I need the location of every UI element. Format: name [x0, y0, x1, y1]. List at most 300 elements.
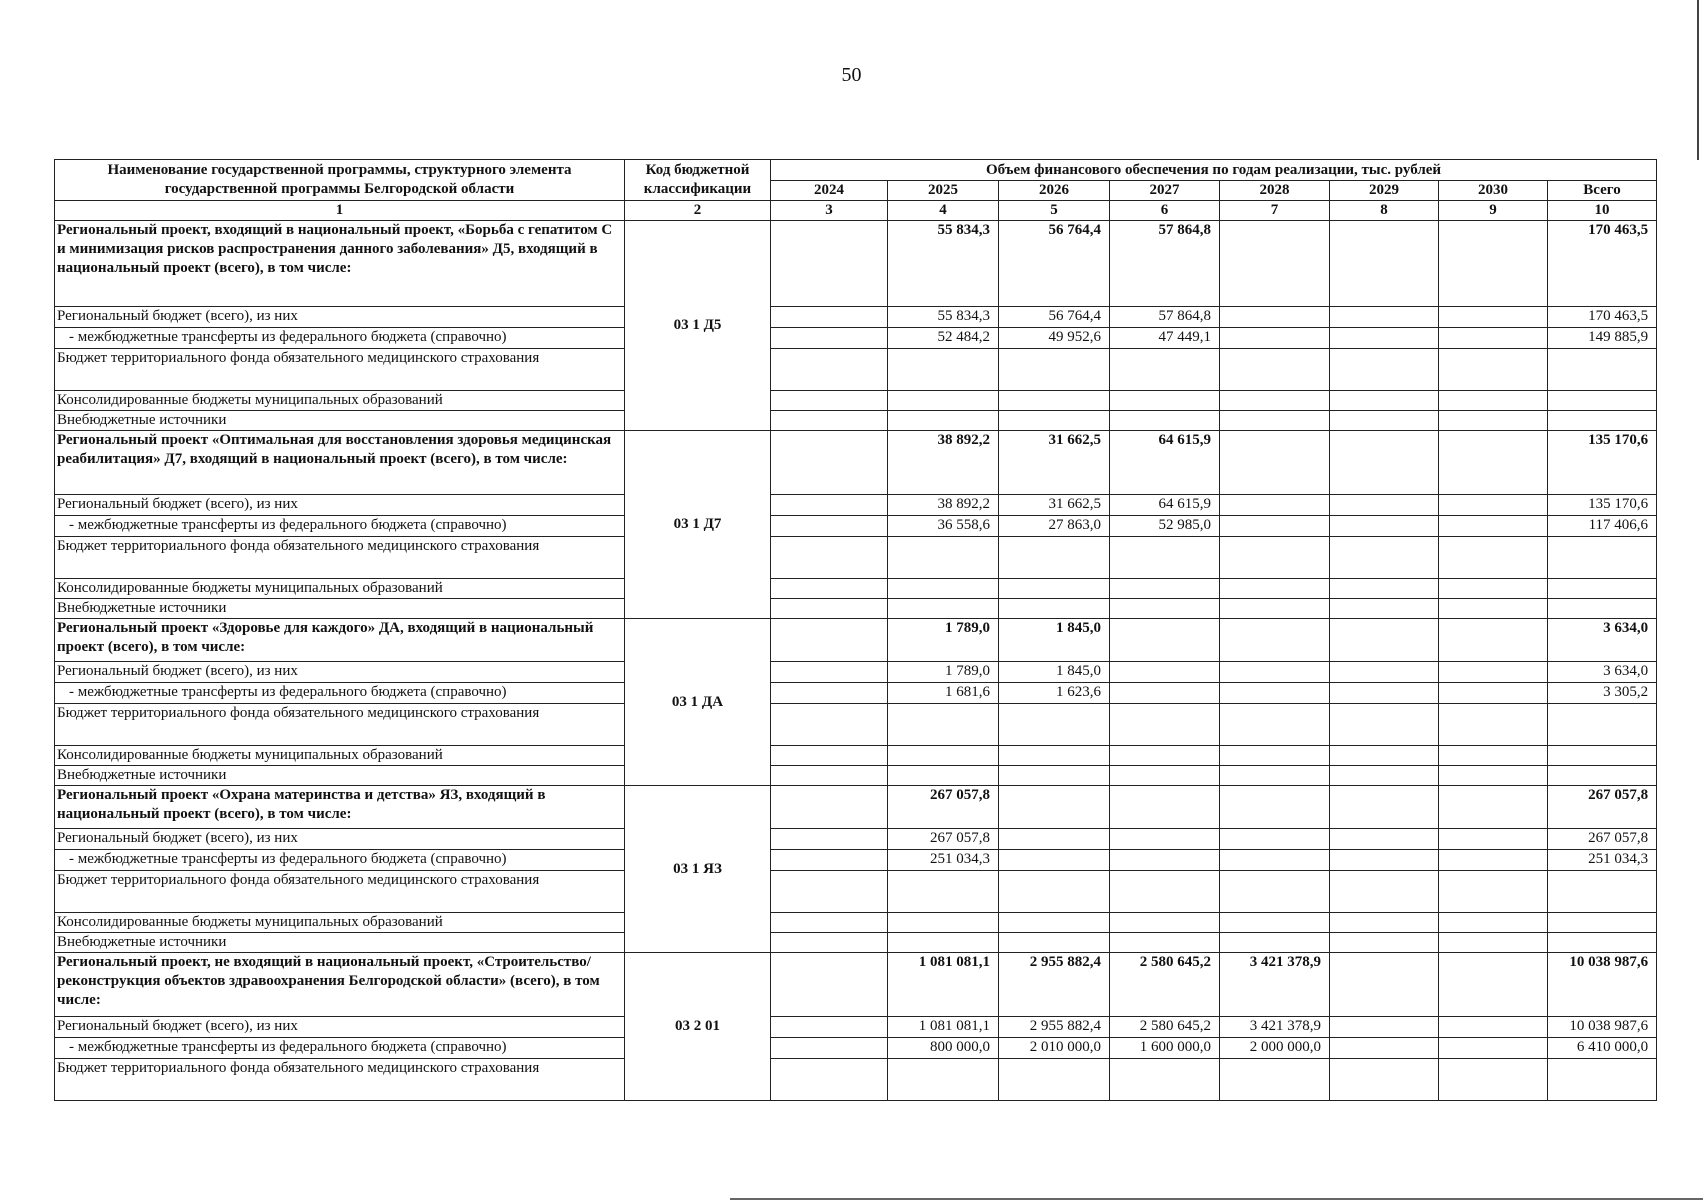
- year-value: 1 623,6: [999, 683, 1110, 704]
- year-value: [1439, 746, 1548, 766]
- year-value: [771, 704, 888, 746]
- year-value: [1330, 662, 1439, 683]
- row-label: Бюджет территориального фонда обязательного медицинского страхования: [55, 537, 625, 579]
- year-value: 2 580 645,2: [1110, 1017, 1220, 1038]
- total-value: 3 634,0: [1548, 662, 1657, 683]
- year-value: [1330, 704, 1439, 746]
- row-label: Бюджет территориального фонда обязательного медицинского страхования: [55, 349, 625, 391]
- year-value: [1110, 349, 1220, 391]
- total-value: 117 406,6: [1548, 516, 1657, 537]
- year-value: [1220, 786, 1330, 829]
- budget-code: 03 1 Д7: [625, 431, 771, 619]
- year-value: [1220, 850, 1330, 871]
- year-value: [1110, 411, 1220, 431]
- year-value: 1 681,6: [888, 683, 999, 704]
- year-value: [1439, 704, 1548, 746]
- year-value: [1439, 599, 1548, 619]
- table-row: [55, 1038, 1657, 1059]
- year-value: 31 662,5: [999, 431, 1110, 495]
- table-row: [55, 850, 1657, 871]
- header-year: 2027: [1110, 181, 1220, 201]
- total-value: [1548, 704, 1657, 746]
- table-row: [55, 829, 1657, 850]
- year-value: [1439, 579, 1548, 599]
- year-value: [1330, 537, 1439, 579]
- year-value: 55 834,3: [888, 307, 999, 328]
- project-row: [55, 953, 1657, 1017]
- table-row: [55, 516, 1657, 537]
- total-value: [1548, 766, 1657, 786]
- year-value: 47 449,1: [1110, 328, 1220, 349]
- total-value: [1548, 579, 1657, 599]
- year-value: 2 000 000,0: [1220, 1038, 1330, 1059]
- year-value: [888, 1059, 999, 1101]
- table-row: [55, 913, 1657, 933]
- year-value: [999, 786, 1110, 829]
- total-value: 135 170,6: [1548, 431, 1657, 495]
- header-year: 2026: [999, 181, 1110, 201]
- year-value: [1439, 349, 1548, 391]
- year-value: [1439, 662, 1548, 683]
- year-value: [771, 599, 888, 619]
- year-value: [771, 391, 888, 411]
- year-value: [771, 1038, 888, 1059]
- column-number: 9: [1439, 201, 1548, 221]
- year-value: [771, 619, 888, 662]
- year-value: [1110, 391, 1220, 411]
- table-row: [55, 391, 1657, 411]
- year-value: [1330, 516, 1439, 537]
- year-value: [1330, 766, 1439, 786]
- year-value: [1439, 431, 1548, 495]
- row-label: - межбюджетные трансферты из федерального бюджета (справочно): [55, 516, 625, 537]
- year-value: 2 580 645,2: [1110, 953, 1220, 1017]
- year-value: [771, 662, 888, 683]
- column-number: 1: [55, 201, 625, 221]
- year-value: [1330, 786, 1439, 829]
- year-value: [1330, 349, 1439, 391]
- year-value: [771, 1017, 888, 1038]
- year-value: [888, 871, 999, 913]
- header-year: 2030: [1439, 181, 1548, 201]
- year-value: [999, 537, 1110, 579]
- total-value: 3 634,0: [1548, 619, 1657, 662]
- row-label: Консолидированные бюджеты муниципальных образований: [55, 391, 625, 411]
- year-value: [1110, 850, 1220, 871]
- year-value: [888, 537, 999, 579]
- year-value: [1330, 1038, 1439, 1059]
- project-name: Региональный проект, не входящий в национальный проект, «Строительство/реконструкция объектов здравоохранения Белгородской области» (всего), в том числе:: [55, 953, 625, 1017]
- year-value: [1110, 662, 1220, 683]
- year-value: [1439, 537, 1548, 579]
- year-value: [1330, 599, 1439, 619]
- year-value: [1439, 307, 1548, 328]
- year-value: [1439, 683, 1548, 704]
- year-value: [771, 328, 888, 349]
- year-value: [771, 933, 888, 953]
- year-value: 1 081 081,1: [888, 953, 999, 1017]
- year-value: 55 834,3: [888, 221, 999, 307]
- year-value: [1110, 933, 1220, 953]
- project-row: [55, 431, 1657, 495]
- year-value: [999, 579, 1110, 599]
- total-value: [1548, 913, 1657, 933]
- header-year: 2024: [771, 181, 888, 201]
- year-value: [1439, 619, 1548, 662]
- column-number: 4: [888, 201, 999, 221]
- table-row: [55, 683, 1657, 704]
- year-value: [999, 766, 1110, 786]
- header-year: 2028: [1220, 181, 1330, 201]
- row-label: - межбюджетные трансферты из федерального бюджета (справочно): [55, 1038, 625, 1059]
- year-value: [1220, 933, 1330, 953]
- year-value: [999, 829, 1110, 850]
- year-value: 38 892,2: [888, 495, 999, 516]
- year-value: [771, 349, 888, 391]
- row-label: Бюджет территориального фонда обязательного медицинского страхования: [55, 1059, 625, 1101]
- year-value: [999, 704, 1110, 746]
- total-value: 251 034,3: [1548, 850, 1657, 871]
- table-row: [55, 746, 1657, 766]
- total-value: 135 170,6: [1548, 495, 1657, 516]
- year-value: [999, 913, 1110, 933]
- year-value: [771, 1059, 888, 1101]
- year-value: [1439, 766, 1548, 786]
- year-value: [1330, 1059, 1439, 1101]
- year-value: [771, 516, 888, 537]
- year-value: 56 764,4: [999, 221, 1110, 307]
- total-value: [1548, 349, 1657, 391]
- project-name: Региональный проект «Охрана материнства и детства» ЯЗ, входящий в национальный проект (всего), в том числе:: [55, 786, 625, 829]
- year-value: [999, 349, 1110, 391]
- year-value: [888, 913, 999, 933]
- year-value: [1110, 704, 1220, 746]
- column-number: 8: [1330, 201, 1439, 221]
- row-label: Консолидированные бюджеты муниципальных образований: [55, 579, 625, 599]
- year-value: [1220, 411, 1330, 431]
- row-label: Консолидированные бюджеты муниципальных образований: [55, 913, 625, 933]
- year-value: [1330, 850, 1439, 871]
- year-value: [1330, 411, 1439, 431]
- year-value: 64 615,9: [1110, 495, 1220, 516]
- year-value: [1220, 746, 1330, 766]
- table-row: [55, 766, 1657, 786]
- year-value: [1110, 1059, 1220, 1101]
- year-value: 267 057,8: [888, 829, 999, 850]
- year-value: [1439, 1059, 1548, 1101]
- budget-table: [54, 159, 1657, 1101]
- total-value: 170 463,5: [1548, 221, 1657, 307]
- year-value: [771, 431, 888, 495]
- year-value: [1439, 328, 1548, 349]
- table-row: [55, 307, 1657, 328]
- year-value: [1330, 221, 1439, 307]
- row-label: - межбюджетные трансферты из федерального бюджета (справочно): [55, 683, 625, 704]
- total-value: 170 463,5: [1548, 307, 1657, 328]
- year-value: [888, 746, 999, 766]
- project-name: Региональный проект «Оптимальная для восстановления здоровья медицинская реабилитация» Д7, входящий в национальный проект (всего), в том числе:: [55, 431, 625, 495]
- row-label: Бюджет территориального фонда обязательного медицинского страхования: [55, 871, 625, 913]
- total-value: 3 305,2: [1548, 683, 1657, 704]
- year-value: [1439, 391, 1548, 411]
- table-row: [55, 537, 1657, 579]
- year-value: [1330, 933, 1439, 953]
- header-code-col: Код бюджетной классификации: [625, 160, 771, 201]
- row-label: - межбюджетные трансферты из федерального бюджета (справочно): [55, 328, 625, 349]
- row-label: Внебюджетные источники: [55, 933, 625, 953]
- year-value: 38 892,2: [888, 431, 999, 495]
- budget-code: 03 1 ЯЗ: [625, 786, 771, 953]
- year-value: [1220, 599, 1330, 619]
- year-value: [1439, 913, 1548, 933]
- year-value: [1439, 411, 1548, 431]
- total-value: [1548, 1059, 1657, 1101]
- table-row: [55, 579, 1657, 599]
- year-value: [888, 933, 999, 953]
- year-value: 56 764,4: [999, 307, 1110, 328]
- table-row: [55, 933, 1657, 953]
- row-label: Региональный бюджет (всего), из них: [55, 495, 625, 516]
- year-value: 52 484,2: [888, 328, 999, 349]
- year-value: [1110, 619, 1220, 662]
- year-value: [771, 746, 888, 766]
- column-number: 6: [1110, 201, 1220, 221]
- year-value: [1220, 579, 1330, 599]
- year-value: [999, 391, 1110, 411]
- year-value: [771, 913, 888, 933]
- year-value: [1330, 579, 1439, 599]
- row-label: Внебюджетные источники: [55, 411, 625, 431]
- year-value: 3 421 378,9: [1220, 1017, 1330, 1038]
- year-value: [1439, 850, 1548, 871]
- total-value: [1548, 411, 1657, 431]
- row-label: Внебюджетные источники: [55, 766, 625, 786]
- table-row: [55, 704, 1657, 746]
- year-value: [1330, 871, 1439, 913]
- year-value: [1110, 683, 1220, 704]
- year-value: [1330, 619, 1439, 662]
- year-value: 27 863,0: [999, 516, 1110, 537]
- year-value: [999, 1059, 1110, 1101]
- total-value: [1548, 871, 1657, 913]
- total-value: 149 885,9: [1548, 328, 1657, 349]
- header-year-total: Всего: [1548, 181, 1657, 201]
- row-label: Консолидированные бюджеты муниципальных образований: [55, 746, 625, 766]
- table-row: [55, 349, 1657, 391]
- year-value: [1330, 829, 1439, 850]
- project-row: [55, 786, 1657, 829]
- year-value: 31 662,5: [999, 495, 1110, 516]
- year-value: 1 789,0: [888, 662, 999, 683]
- year-value: [1220, 431, 1330, 495]
- table-row: [55, 495, 1657, 516]
- total-value: [1548, 933, 1657, 953]
- year-value: 57 864,8: [1110, 307, 1220, 328]
- header-year: 2029: [1330, 181, 1439, 201]
- table-row: [55, 662, 1657, 683]
- column-number: 7: [1220, 201, 1330, 221]
- row-label: Региональный бюджет (всего), из них: [55, 307, 625, 328]
- year-value: [1220, 704, 1330, 746]
- year-value: 1 600 000,0: [1110, 1038, 1220, 1059]
- table-row: [55, 328, 1657, 349]
- column-number: 3: [771, 201, 888, 221]
- row-label: Региональный бюджет (всего), из них: [55, 662, 625, 683]
- year-value: [1330, 391, 1439, 411]
- year-value: [1330, 953, 1439, 1017]
- year-value: [1220, 619, 1330, 662]
- year-value: [1220, 1059, 1330, 1101]
- year-value: [1439, 829, 1548, 850]
- project-row: [55, 619, 1657, 662]
- year-value: [1110, 913, 1220, 933]
- total-value: [1548, 599, 1657, 619]
- page-number: 50: [841, 64, 862, 86]
- column-number: 10: [1548, 201, 1657, 221]
- year-value: [1110, 766, 1220, 786]
- year-value: [1439, 1038, 1548, 1059]
- year-value: [1330, 307, 1439, 328]
- row-label: - межбюджетные трансферты из федерального бюджета (справочно): [55, 850, 625, 871]
- year-value: [1330, 495, 1439, 516]
- year-value: 1 845,0: [999, 619, 1110, 662]
- year-value: [771, 307, 888, 328]
- year-value: [1330, 913, 1439, 933]
- year-value: 36 558,6: [888, 516, 999, 537]
- header-name-col: Наименование государственной программы, структурного элемента государственной программы Белгородской области: [55, 160, 625, 201]
- year-value: [1220, 221, 1330, 307]
- year-value: [1439, 953, 1548, 1017]
- table-row: [55, 411, 1657, 431]
- year-value: [888, 766, 999, 786]
- year-value: [888, 391, 999, 411]
- year-value: [1220, 871, 1330, 913]
- year-value: 1 789,0: [888, 619, 999, 662]
- year-value: [771, 579, 888, 599]
- total-value: 267 057,8: [1548, 829, 1657, 850]
- year-value: [999, 411, 1110, 431]
- project-name: Региональный проект, входящий в национальный проект, «Борьба с гепатитом С и минимизация рисков распространения данного заболевания» Д5, входящий в национальный проект (всего), в том числе:: [55, 221, 625, 307]
- year-value: 3 421 378,9: [1220, 953, 1330, 1017]
- year-value: [1220, 391, 1330, 411]
- year-value: [1220, 328, 1330, 349]
- year-value: [771, 871, 888, 913]
- row-label: Региональный бюджет (всего), из них: [55, 829, 625, 850]
- year-value: 64 615,9: [1110, 431, 1220, 495]
- year-value: [999, 933, 1110, 953]
- year-value: 1 845,0: [999, 662, 1110, 683]
- table-row: [55, 599, 1657, 619]
- year-value: [771, 850, 888, 871]
- year-value: [1439, 221, 1548, 307]
- year-value: [1110, 786, 1220, 829]
- total-value: 10 038 987,6: [1548, 953, 1657, 1017]
- year-value: [1220, 683, 1330, 704]
- total-value: 6 410 000,0: [1548, 1038, 1657, 1059]
- year-value: [1439, 516, 1548, 537]
- year-value: [771, 411, 888, 431]
- year-value: [999, 850, 1110, 871]
- year-value: [1110, 579, 1220, 599]
- year-value: [1330, 431, 1439, 495]
- year-value: [1220, 913, 1330, 933]
- project-name: Региональный проект «Здоровье для каждого» ДА, входящий в национальный проект (всего), в том числе:: [55, 619, 625, 662]
- budget-code: 03 1 Д5: [625, 221, 771, 431]
- year-value: [1220, 516, 1330, 537]
- column-number: 2: [625, 201, 771, 221]
- row-label: Внебюджетные источники: [55, 599, 625, 619]
- year-value: [1220, 766, 1330, 786]
- year-value: [1220, 829, 1330, 850]
- total-value: 10 038 987,6: [1548, 1017, 1657, 1038]
- year-value: [771, 683, 888, 704]
- table-row: [55, 871, 1657, 913]
- year-value: [1110, 537, 1220, 579]
- total-value: [1548, 746, 1657, 766]
- total-value: [1548, 537, 1657, 579]
- year-value: [888, 599, 999, 619]
- year-value: [771, 786, 888, 829]
- year-value: [1439, 1017, 1548, 1038]
- year-value: [1330, 683, 1439, 704]
- year-value: [999, 599, 1110, 619]
- year-value: 52 985,0: [1110, 516, 1220, 537]
- year-value: [1330, 1017, 1439, 1038]
- year-value: 2 010 000,0: [999, 1038, 1110, 1059]
- year-value: 2 955 882,4: [999, 953, 1110, 1017]
- year-value: 49 952,6: [999, 328, 1110, 349]
- table-row: [55, 1017, 1657, 1038]
- row-label: Региональный бюджет (всего), из них: [55, 1017, 625, 1038]
- year-value: [771, 829, 888, 850]
- budget-code: 03 2 01: [625, 953, 771, 1101]
- column-number: 5: [999, 201, 1110, 221]
- year-value: [1330, 746, 1439, 766]
- year-value: [1220, 537, 1330, 579]
- year-value: [1220, 662, 1330, 683]
- year-value: [999, 746, 1110, 766]
- year-value: [999, 871, 1110, 913]
- total-value: 267 057,8: [1548, 786, 1657, 829]
- year-value: [771, 537, 888, 579]
- year-value: 57 864,8: [1110, 221, 1220, 307]
- year-value: [888, 411, 999, 431]
- header-volume-col: Объем финансового обеспечения по годам реализации, тыс. рублей: [771, 160, 1657, 181]
- year-value: [888, 579, 999, 599]
- header-year: 2025: [888, 181, 999, 201]
- year-value: [1220, 349, 1330, 391]
- year-value: [1110, 599, 1220, 619]
- year-value: [1110, 746, 1220, 766]
- year-value: [1439, 495, 1548, 516]
- year-value: [771, 766, 888, 786]
- year-value: [1110, 871, 1220, 913]
- year-value: [1439, 933, 1548, 953]
- project-row: [55, 221, 1657, 307]
- year-value: 1 081 081,1: [888, 1017, 999, 1038]
- total-value: [1548, 391, 1657, 411]
- year-value: [1330, 328, 1439, 349]
- year-value: [1220, 307, 1330, 328]
- budget-code: 03 1 ДА: [625, 619, 771, 786]
- row-label: Бюджет территориального фонда обязательного медицинского страхования: [55, 704, 625, 746]
- table-row: [55, 1059, 1657, 1101]
- year-value: [771, 495, 888, 516]
- year-value: 2 955 882,4: [999, 1017, 1110, 1038]
- year-value: 800 000,0: [888, 1038, 999, 1059]
- year-value: [771, 953, 888, 1017]
- year-value: [1439, 871, 1548, 913]
